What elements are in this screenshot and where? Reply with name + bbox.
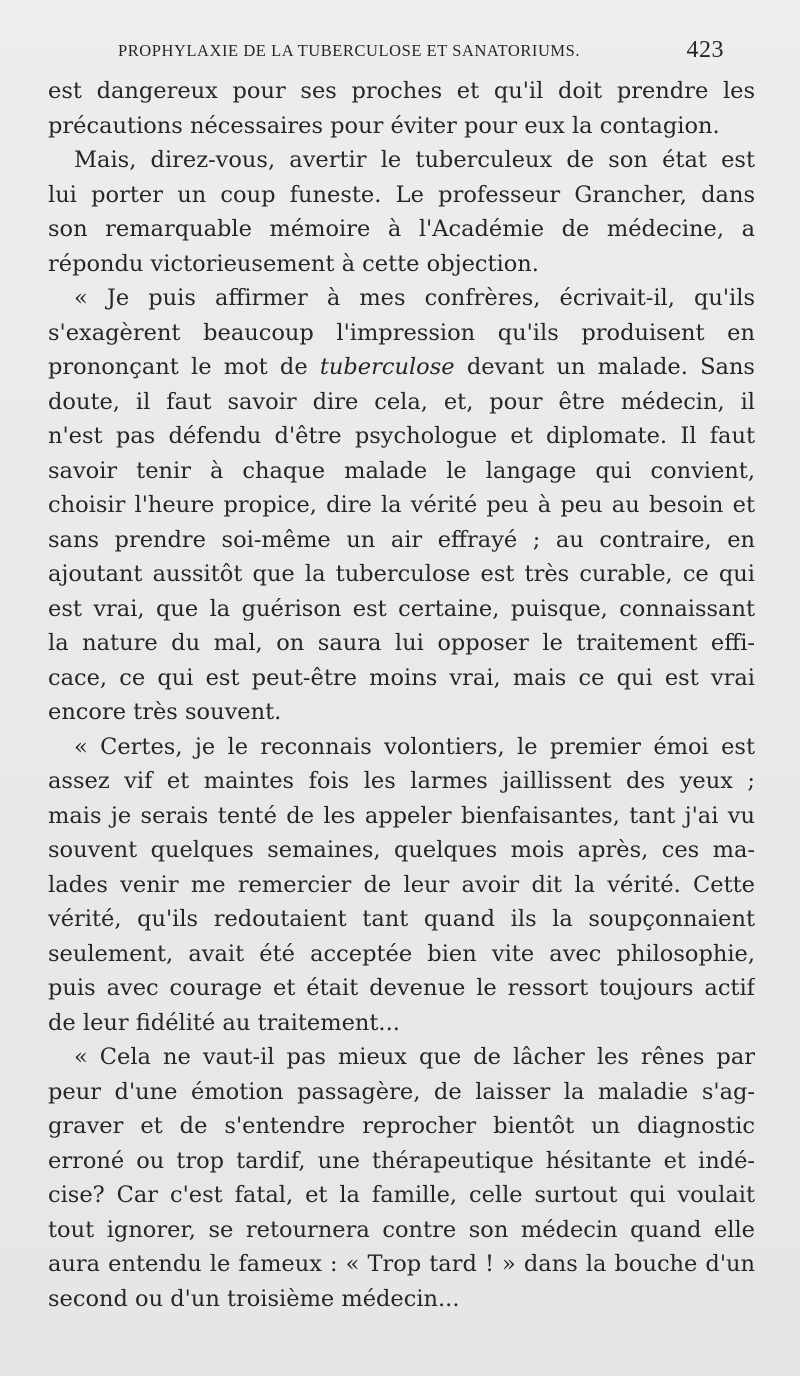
text-line: second ou d'un troisième médecin... (48, 1285, 460, 1312)
text-line: cace, ce qui est peut-être moins vrai, mais ce qui est vrai (48, 664, 755, 691)
text-line: lades venir me remercier de leur avoir dit la vérité. Cette (48, 871, 755, 898)
running-head: PROPHYLAXIE DE LA TUBERCULOSE ET SANATORIUMS. (118, 41, 581, 60)
text-line: encore très souvent. (48, 699, 282, 725)
text-line: « Cela ne vaut-il pas mieux que de lâcher les rênes par (74, 1044, 755, 1070)
text-line: lui porter un coup funeste. Le professeur Grancher, dans (48, 181, 755, 208)
text-line: Mais, direz-vous, avertir le tuberculeux de son état est (74, 147, 755, 173)
text-line: assez vif et maintes fois les larmes jaillissent des yeux ; (48, 768, 755, 794)
italic-term: tuberculose (319, 354, 455, 380)
text-line (48, 350, 755, 385)
text-line: son remarquable mémoire à l'Académie de médecine, a (48, 216, 755, 242)
text-line: répondu victorieusement à cette objection. (48, 250, 539, 277)
text-line: est vrai, que la guérison est certaine, puisque, connaissant (48, 595, 755, 622)
text-line: savoir tenir à chaque malade le langage qui convient, (48, 457, 755, 484)
text-line: ajoutant aussitôt que la tuberculose est très curable, ce qui (48, 561, 755, 587)
text-line: graver et de s'entendre reprocher bientôt un diagnostic (48, 1113, 755, 1139)
text-line: choisir l'heure propice, dire la vérité peu à peu au besoin et (48, 492, 755, 518)
text-line: sans prendre soi-même un air effrayé ; au contraire, en (48, 526, 755, 553)
text-line: n'est pas défendu d'être psychologue et diplomate. Il faut (48, 423, 755, 449)
text-line: erroné ou trop tardif, une thérapeutique hésitante et indé- (48, 1147, 755, 1174)
text-line: tout ignorer, se retournera contre son médecin quand elle (48, 1216, 755, 1243)
text-line: vérité, qu'ils redoutaient tant quand ils la soupçonnaient (48, 906, 755, 932)
text-line: peur d'une émotion passagère, de laisser la maladie s'ag- (48, 1078, 755, 1105)
text-line: précautions nécessaires pour éviter pour eux la contagion. (48, 112, 720, 139)
text-line: aura entendu le fameux : « Trop tard ! » dans la bouche d'un (48, 1251, 755, 1277)
text-line: « Je puis affirmer à mes confrères, écrivait-il, qu'ils (74, 285, 755, 311)
text-line: seulement, avait été acceptée bien vite avec philosophie, (48, 940, 755, 967)
text-segment: prononçant le mot de (48, 354, 308, 380)
text-segment: devant un malade. Sans (466, 354, 755, 380)
text-line: puis avec courage et était devenue le ressort toujours actif (48, 975, 755, 1001)
page-header (118, 38, 758, 68)
text-line: de leur fidélité au traitement... (48, 1009, 400, 1036)
text-line: « Certes, je le reconnais volontiers, le premier émoi est (74, 733, 755, 760)
page-number: 423 (686, 37, 724, 63)
text-line: mais je serais tenté de les appeler bienfaisantes, tant j'ai vu (48, 802, 755, 829)
text-line: est dangereux pour ses proches et qu'il doit prendre les (48, 78, 755, 104)
body-text (48, 74, 755, 1316)
text-line: la nature du mal, on saura lui opposer le traitement effi- (48, 630, 755, 656)
text-line: souvent quelques semaines, quelques mois après, ces ma- (48, 837, 755, 863)
text-line: doute, il faut savoir dire cela, et, pour être médecin, il (48, 388, 755, 415)
text-line: s'exagèrent beaucoup l'impression qu'ils produisent en (48, 319, 755, 346)
text-line: cise? Car c'est fatal, et la famille, celle surtout qui voulait (48, 1182, 755, 1208)
